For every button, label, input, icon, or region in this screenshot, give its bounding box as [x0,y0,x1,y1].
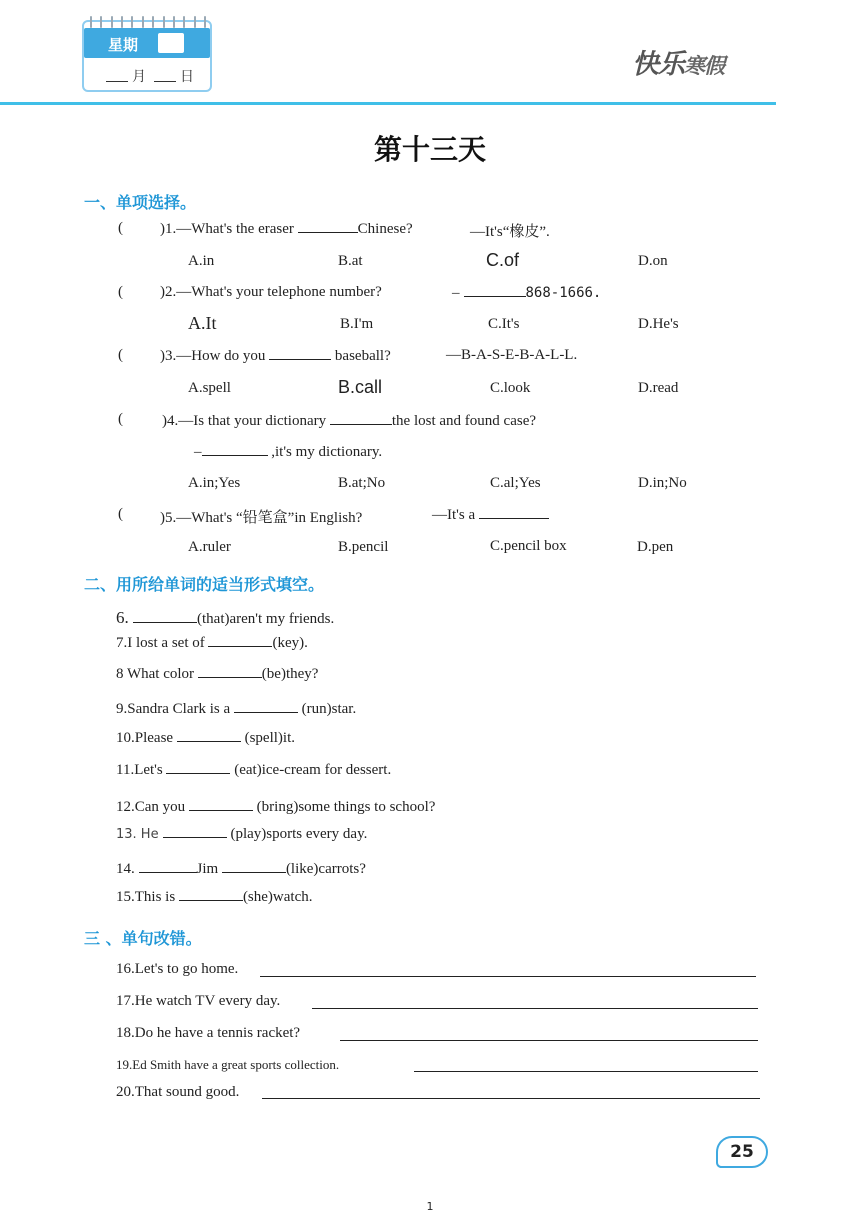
fill-13-pre: 13. He [116,827,163,842]
footer-page-number: 1 [426,1200,434,1213]
fill-12-pre: 12.Can you [116,799,189,815]
weekday-label: 星期 [108,36,139,54]
q1-stem-a: )1.—What's the eraser [160,221,298,237]
brand-logo-part1: 快乐 [632,49,684,80]
fill-8-post: (be)they? [261,666,319,682]
q5-option-d[interactable]: D.pen [637,539,674,555]
q3-option-d[interactable]: D.read [638,380,679,396]
section2-heading: 二、用所给单词的适当形式填空。 [84,575,325,594]
q5-option-c[interactable]: C.pencil box [490,538,567,554]
q3-paren: ( [118,347,123,363]
fill-14-blank-1[interactable] [139,860,197,873]
q4-reply [194,443,382,461]
q3-option-b[interactable]: B.call [338,377,383,397]
section1-heading: 一、单项选择。 [84,193,197,212]
q2-option-a[interactable]: A.It [188,313,217,333]
fill-item-13 [116,825,367,843]
q5-paren: ( [118,506,123,522]
fill-7-pre: 7.I lost a set of [116,635,209,651]
month-label: 月 [132,69,146,85]
q1-option-d[interactable]: D.on [638,253,668,269]
q4-option-b[interactable]: B.at;No [338,475,386,491]
fill-item-11 [116,761,391,779]
q4-stem-b: the lost and found case? [391,413,537,429]
brand-logo [632,42,724,81]
fill-10-post: (spell)it. [240,730,295,746]
correction-item-20: 20.That sound good. [116,1084,240,1100]
correction-item-19: 19.Ed Smith have a great sports collection. [116,1057,340,1072]
q5-option-a[interactable]: A.ruler [188,539,231,555]
fill-11-post: (eat)ice-cream for dessert. [230,762,392,778]
day-label: 日 [180,69,194,85]
q2-paren: ( [118,284,123,300]
q3-stem-c: —B-A-S-E-B-A-L-L. [446,347,578,363]
q5-reply-text: —It's a [432,507,479,523]
fill-6-blank[interactable] [133,610,197,623]
q2-option-d[interactable]: D.He's [638,316,679,332]
q3-option-a[interactable]: A.spell [188,380,231,396]
q1-stem [160,220,413,238]
q4-dash: – [194,444,202,460]
fill-6-pre: 6. [116,608,133,627]
q3-answer-blank[interactable] [269,347,331,360]
q1-stem-c: —It's“橡皮”. [470,224,550,240]
correction-item-17: 17.He watch TV every day. [116,993,281,1009]
fill-9-blank[interactable] [234,700,298,713]
q3-option-c[interactable]: C.look [490,380,531,396]
fill-15-pre: 15.This is [116,889,179,905]
q4-stem [162,412,536,430]
correction-19-answer-line[interactable] [414,1071,758,1072]
fill-item-7 [116,634,308,652]
fill-9-pre: 9.Sandra Clark is a [116,701,234,717]
q4-option-d[interactable]: D.in;No [638,475,687,491]
page-number-badge: 25 [716,1136,768,1168]
q3-stem-b: baseball? [331,348,391,364]
fill-item-12 [116,798,435,816]
q4-reply-blank[interactable] [202,443,268,456]
q5-stem: )5.—What's “铅笔盒”in English? [160,510,363,526]
q2-stem: )2.—What's your telephone number? [160,284,382,300]
q4-option-a[interactable]: A.in;Yes [188,475,241,491]
fill-item-14 [116,860,366,878]
q2-option-b[interactable]: B.I'm [340,316,374,332]
weekday-blank-box [158,33,184,53]
fill-11-pre: 11.Let's [116,762,167,778]
fill-item-8 [116,665,318,683]
header-divider [0,102,776,105]
fill-item-10 [116,729,295,747]
weekday-row [84,28,210,58]
day-blank [154,66,176,82]
q2-option-c[interactable]: C.It's [488,316,520,332]
fill-6-post: (that)aren't my friends. [197,611,335,627]
fill-10-pre: 10.Please [116,730,177,746]
fill-14-post: (like)carrots? [285,861,366,877]
q3-stem-a: )3.—How do you [160,348,270,364]
fill-14-pre: 14. [116,861,139,877]
q1-paren: ( [118,220,123,236]
q1-stem-b: Chinese? [357,221,413,237]
fill-10-blank[interactable] [177,729,241,742]
section3-heading: 三 、单句改错。 [84,929,202,948]
q5-option-b[interactable]: B.pencil [338,539,389,555]
q4-reply-text: ,it's my dictionary. [267,444,383,460]
fill-item-6 [116,608,334,628]
calendar-rings [90,16,206,26]
fill-13-post: (play)sports every day. [226,826,368,842]
q3-stem [160,347,391,365]
q4-option-c[interactable]: C.al;Yes [490,475,541,491]
fill-7-blank[interactable] [208,634,272,647]
fill-8-pre: 8 What color [116,666,198,682]
q5-reply [432,506,549,524]
fill-14-mid: Jim [196,861,222,877]
month-blank [106,66,128,82]
q2-answer-blank[interactable] [464,284,526,297]
fill-12-post: (bring)some things to school? [252,799,436,815]
q2-stem-tail [452,284,601,302]
q1-option-b[interactable]: B.at [338,253,363,269]
fill-item-15 [116,888,313,906]
q1-answer-blank[interactable] [298,220,358,233]
date-calendar-badge [82,20,212,92]
fill-13-blank[interactable] [163,825,227,838]
correction-20-answer-line[interactable] [262,1098,760,1099]
fill-15-blank[interactable] [179,888,243,901]
page-title: 第十三天 [373,133,486,166]
q2-dash: – [452,285,460,301]
q5-answer-blank[interactable] [479,506,549,519]
brand-logo-part2: 寒假 [684,54,724,78]
q1-option-c[interactable]: C.of [486,250,520,270]
correction-item-16: 16.Let's to go home. [116,961,239,977]
q4-answer-blank[interactable] [330,412,392,425]
fill-7-post: (key). [272,635,308,651]
correction-18-answer-line[interactable] [340,1040,758,1041]
correction-17-answer-line[interactable] [312,1008,758,1009]
correction-16-answer-line[interactable] [260,976,756,977]
fill-8-blank[interactable] [198,665,262,678]
fill-item-9 [116,700,356,718]
fill-12-blank[interactable] [189,798,253,811]
fill-15-post: (she)watch. [242,889,313,905]
q4-paren: ( [118,411,123,427]
correction-item-18: 18.Do he have a tennis racket? [116,1025,301,1041]
q2-phone: 868-1666. [525,285,602,301]
fill-9-post: (run)star. [297,701,357,717]
fill-11-blank[interactable] [166,761,230,774]
q4-stem-a: )4.—Is that your dictionary [162,413,330,429]
q1-option-a[interactable]: A.in [188,253,215,269]
fill-14-blank-2[interactable] [222,860,286,873]
